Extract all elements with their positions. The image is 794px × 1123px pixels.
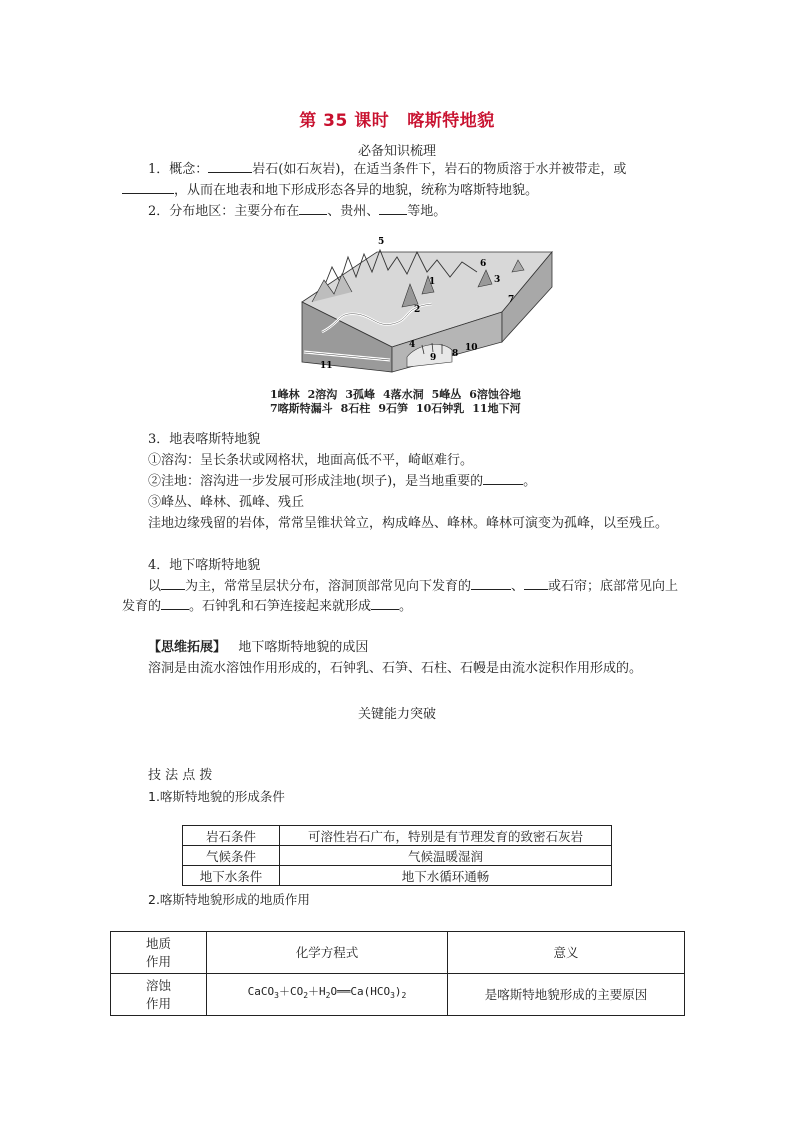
extension-heading: 【思维拓展】 地下喀斯特地貌的成因 xyxy=(148,640,369,655)
item3-a: ①溶沟：呈长条状或网格状，地面高低不平，崎岖难行。 xyxy=(148,453,474,468)
table-row: 气候条件 气候温暖湿润 xyxy=(183,846,612,866)
item3-d: 洼地边缘残留的岩体，常常呈锥状耸立，构成峰丛、峰林。峰林可演变为孤峰，以至残丘。 xyxy=(148,516,669,531)
section-heading-ability: 关键能力突破 xyxy=(357,707,436,722)
item4-heading: 4．地下喀斯特地貌 xyxy=(148,558,261,573)
table-row: 地质 作用 化学方程式 意义 xyxy=(111,932,685,974)
geology-table xyxy=(110,931,685,1016)
item3-c: ③峰丛、峰林、孤峰、残丘 xyxy=(148,495,305,510)
figure-label-7: 7 xyxy=(508,295,515,305)
item3-heading: 3．地表喀斯特地貌 xyxy=(148,432,261,447)
subheading-geology: 2.喀斯特地貌形成的地质作用 xyxy=(148,892,310,907)
page-title xyxy=(0,106,794,131)
item3-b: ②洼地：溶沟进一步发展可形成洼地(坝子)，是当地重要的 。 xyxy=(148,474,537,489)
title-lesson: 第 35 课时 xyxy=(299,111,390,131)
figure-label-9: 9 xyxy=(430,353,437,363)
extension-body: 溶洞是由流水溶蚀作用形成的，石钟乳、石笋、石柱、石幔是由流水淀积作用形成的。 xyxy=(148,661,643,676)
figure-label-4: 4 xyxy=(409,340,416,350)
table-row: 地下水条件 地下水循环通畅 xyxy=(183,866,612,886)
figure-label-3: 3 xyxy=(494,275,501,285)
figure-label-8: 8 xyxy=(452,349,459,359)
karst-landform-diagram xyxy=(282,232,562,382)
chemical-equation: $CaCO_3+CO_2+H_2O══Ca(HCO_3)_2$ xyxy=(207,974,448,1016)
conditions-table xyxy=(182,825,612,886)
item1-line2: ，从而在地表和地下形成形态各异的地貌，统称为喀斯特地貌。 xyxy=(122,181,538,201)
figure-legend-row2: 7喀斯特漏斗 8石柱 9石笋 10石钟乳 11地下河 xyxy=(270,402,521,415)
section-heading-knowledge: 必备知识梳理 xyxy=(357,144,436,159)
figure-legend-row1: 1峰林 2溶沟 3孤峰 4落水洞 5峰丛 6溶蚀谷地 xyxy=(270,388,521,401)
title-topic: 喀斯特地貌 xyxy=(407,111,495,131)
item4-body: 以 为主，常常呈层状分布，溶洞顶部常见向下发育的 、 或石帘；底部常见向上发育的 。石钟乳和石笋连接起来就形成 。 xyxy=(122,579,679,614)
item2: 2．分布地区：主要分布在 、贵州、 等地。 xyxy=(148,204,447,219)
table-row: 溶蚀 作用 $CaCO_3+CO_2+H_2O══Ca(HCO_3)_2$ 是喀斯特地貌形成的主要原因 xyxy=(111,974,685,1016)
figure-label-11: 11 xyxy=(320,361,333,371)
subheading-conditions: 1.喀斯特地貌的形成条件 xyxy=(148,789,285,804)
figure-label-1: 1 xyxy=(429,277,436,287)
item1-line1: 1．概念： 岩石(如石灰岩)，在适当条件下，岩石的物质溶于水并被带走，或 xyxy=(148,162,627,177)
table-row: 岩石条件 可溶性岩石广布，特别是有节理发育的致密石灰岩 xyxy=(183,826,612,846)
tips-heading: 技 法 点 拨 xyxy=(148,768,213,783)
figure-label-5: 5 xyxy=(378,237,385,247)
figure-label-2: 2 xyxy=(414,305,421,315)
figure-label-10: 10 xyxy=(465,343,478,353)
figure-label-6: 6 xyxy=(480,259,487,269)
